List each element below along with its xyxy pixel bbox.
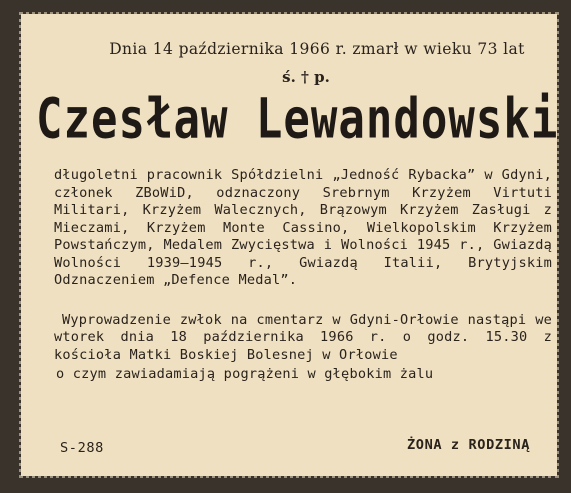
biography-text: długoletni pracownik Spółdzielni „Jedność Rybacka” w Gdyni, członek ZBoWiD, odznaczony Srebrnym Krzyżem Virtuti Militari, Krzyżem Walecznych, Brązowym Krzyżem Zasługi z Mieczami, Krzyżem Monte Cassino, Wielkopolskim Krzyżem Powstańczym, Medalem Zwycięstwa i Wolności 1945 r., Gwiazdą Wolności 1939—1945 r., Gwiazdą Italii, Brytyjskim Odznaczeniem „Defence Medal”. [54, 167, 552, 288]
notice-body [36, 22, 559, 382]
grief-line: o czym zawiadamiają pogrążeni w głębokim żalu [56, 366, 434, 382]
death-announcement: Dnia 14 października 1966 r. zmarł w wieku 73 lat [109, 40, 525, 58]
ad-code: S-288 [60, 440, 104, 456]
deceased-name: Czesław Lewandowski [36, 87, 559, 152]
funeral-details: Wyprowadzenie zwłok na cmentarz w Gdyni-Orłowie nastąpi we wtorek dnia 18 października 1966 r. o godz. 15.30 z kościoła Matki Boskiej Bolesnej w Orłowie [54, 311, 552, 363]
family-signature: ŻONA z RODZINĄ [407, 437, 530, 453]
memorial-prefix: ś. † p. [282, 68, 330, 86]
